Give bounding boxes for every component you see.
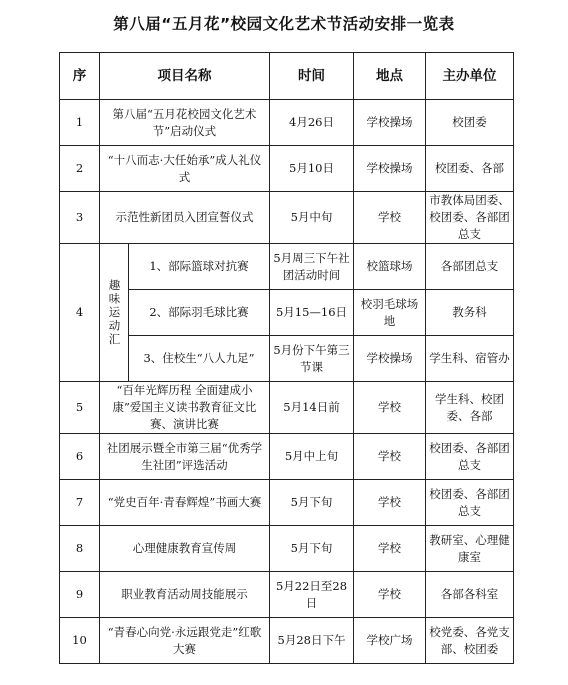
table-row [60,618,514,664]
row-time: 5月22日至28日 [270,572,354,618]
row-org: 各部各科室 [426,572,514,618]
header-place: 地点 [354,53,426,100]
row-name: 社团展示暨全市第三届“优秀学生社团”评选活动 [100,434,270,480]
row-org: 市教体局团委、校团委、各部团总支 [426,192,514,244]
row-time: 4月26日 [270,100,354,146]
row-org: 校团委、各部团总支 [426,434,514,480]
table-row [60,572,514,618]
table-row [60,336,514,382]
row-time: 5月周三下午社团活动时间 [270,244,354,290]
row-time: 5月中旬 [270,192,354,244]
row-place: 学校 [354,192,426,244]
row-name: “党史百年·青春辉煌”书画大赛 [100,480,270,526]
table-row [60,244,514,290]
row-place: 校羽毛球场地 [354,290,426,336]
row-no: 9 [60,572,100,618]
row-org: 校团委 [426,100,514,146]
row-no: 8 [60,526,100,572]
row-name: 职业教育活动周技能展示 [100,572,270,618]
row-group-label: 趣味运动汇 [100,244,129,382]
row-no: 5 [60,382,100,434]
row-place: 学校 [354,434,426,480]
table-row [60,290,514,336]
table-row [60,526,514,572]
table-row [60,100,514,146]
row-org: 校团委、各部 [426,146,514,192]
row-org: 教研室、心理健康室 [426,526,514,572]
row-name: 示范性新团员入团宣誓仪式 [100,192,270,244]
row-name: “青春心向党·永远跟党走”红歌大赛 [100,618,270,664]
row-time: 5月14日前 [270,382,354,434]
row-no: 4 [60,244,100,382]
row-org: 学生科、校团委、各部 [426,382,514,434]
row-place: 校篮球场 [354,244,426,290]
row-org: 校团委、各部团总支 [426,480,514,526]
row-name: 2、部际羽毛球比赛 [129,290,270,336]
row-no: 10 [60,618,100,664]
row-time: 5月下旬 [270,480,354,526]
header-name: 项目名称 [100,53,270,100]
header-org: 主办单位 [426,53,514,100]
table-row [60,146,514,192]
table-header-row [60,53,514,100]
row-place: 学校广场 [354,618,426,664]
row-org: 学生科、宿管办 [426,336,514,382]
row-no: 6 [60,434,100,480]
row-name: 3、住校生“八人九足” [129,336,270,382]
row-place: 学校 [354,382,426,434]
row-no: 7 [60,480,100,526]
table-row [60,480,514,526]
row-place: 学校 [354,480,426,526]
header-no: 序 [60,53,100,100]
page-title: 第八届“五月花”校园文化艺术节活动安排一览表 [113,15,455,33]
row-place: 学校 [354,572,426,618]
row-name: “百年光辉历程 全面建成小康”爱国主义读书教育征文比赛、演讲比赛 [100,382,270,434]
row-no: 2 [60,146,100,192]
row-place: 学校操场 [354,336,426,382]
row-no: 1 [60,100,100,146]
row-org: 教务科 [426,290,514,336]
row-time: 5月15—16日 [270,290,354,336]
activity-table [59,52,514,664]
row-time: 5月中上旬 [270,434,354,480]
table-row [60,192,514,244]
row-name: 心理健康教育宣传周 [100,526,270,572]
row-place: 学校操场 [354,146,426,192]
row-place: 学校 [354,526,426,572]
row-name: 1、部际篮球对抗赛 [129,244,270,290]
row-time: 5月份下午第三节课 [270,336,354,382]
row-place: 学校操场 [354,100,426,146]
row-org: 校党委、各党支部、校团委 [426,618,514,664]
row-time: 5月下旬 [270,526,354,572]
row-time: 5月28日下午 [270,618,354,664]
row-org: 各部团总支 [426,244,514,290]
table-row [60,434,514,480]
header-time: 时间 [270,53,354,100]
row-no: 3 [60,192,100,244]
row-name: “十八而志·大任始承”成人礼仪式 [100,146,270,192]
row-name: 第八届“五月花校园文化艺术节”启动仪式 [100,100,270,146]
table-row [60,382,514,434]
row-time: 5月10日 [270,146,354,192]
